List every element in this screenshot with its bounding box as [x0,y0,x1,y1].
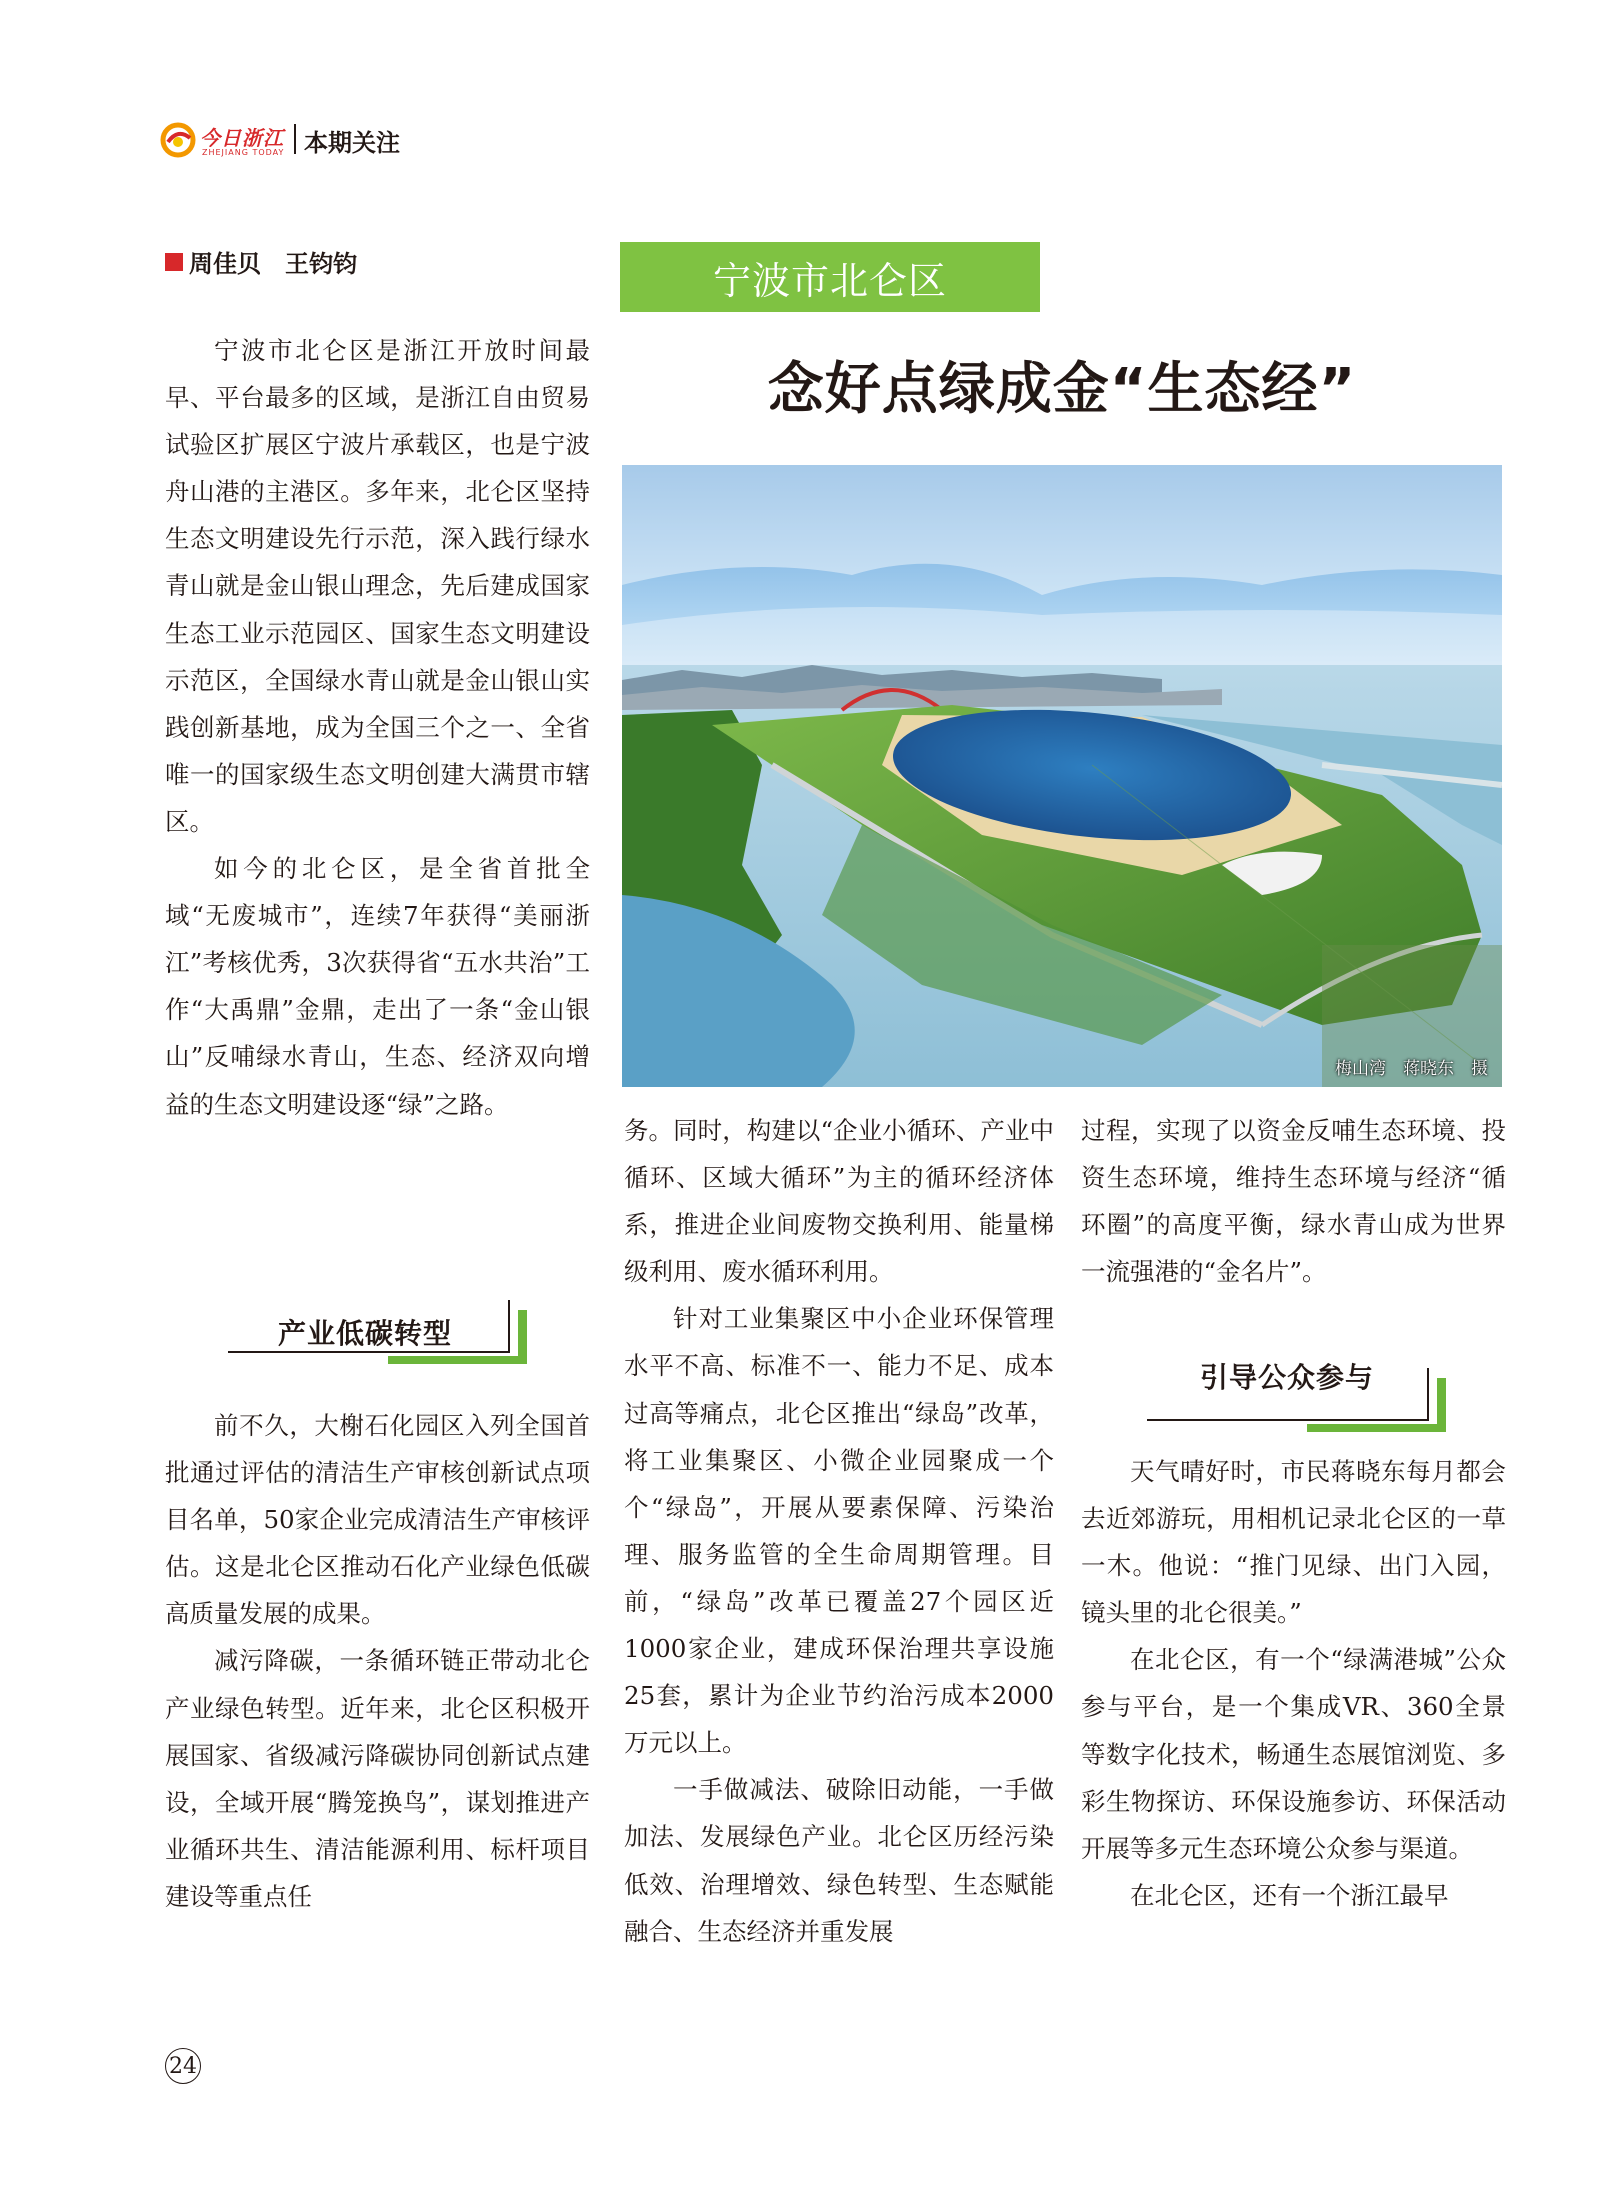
paragraph: 过程，实现了以资金反哺生态环境、投资生态环境，维持生态环境与经济“循环圈”的高度平衡，绿水青山成为世界一流强港的“金名片”。 [1081,1116,1506,1287]
logo-text: 今日浙江 [200,126,284,150]
region-banner: 宁波市北仑区 [620,242,1040,312]
paragraph: 如今的北仑区，是全省首批全域“无废城市”，连续7年获得“美丽浙江”考核优秀，3次获得省“五水共治”工作“大禹鼎”金鼎，走出了一条“金山银山”反哺绿水青山，生态、经济双向增益的生态文明建设逐“绿”之路。 [165,854,590,1119]
header-divider [294,124,296,154]
subheading-public-participation: 引导公众参与 [1200,1361,1375,1394]
subheading-underline [1147,1419,1429,1421]
magazine-logo [160,120,300,164]
article-photo [622,465,1502,1087]
byline [165,244,357,279]
subheading-industry-transformation: 产业低碳转型 [278,1317,453,1350]
paragraph: 天气晴好时，市民蒋晓东每月都会去近郊游玩，用相机记录北仑区的一草一木。他说：“推门见绿、出门入园，镜头里的北仑很美。” [1081,1457,1506,1628]
column-2-body [624,1107,1054,1955]
byline-authors: 周佳贝 王钧钧 [189,250,357,278]
column-3-intro [1081,1107,1506,1295]
subheading-accent-horizontal [388,1356,527,1364]
aerial-bay-illustration [622,465,1502,1087]
paragraph: 减污降碳，一条循环链正带动北仑产业绿色转型。近年来，北仑区积极开展国家、省级减污降碳协同创新试点建设，全域开展“腾笼换鸟”，谋划推进产业循环共生、清洁能源利用、标杆项目建设等重点任 [165,1646,590,1911]
paragraph: 务。同时，构建以“企业小循环、产业中循环、区域大循环”为主的循环经济体系，推进企业间废物交换利用、能量梯级利用、废水循环利用。 [624,1116,1054,1287]
section-label: 本期关注 [304,129,400,157]
column-3-body [1081,1448,1506,1919]
paragraph: 宁波市北仑区是浙江开放时间最早、平台最多的区域，是浙江自由贸易试验区扩展区宁波片承载区，也是宁波舟山港的主港区。多年来，北仑区坚持生态文明建设先行示范，深入践行绿水青山就是金山银山理念，先后建成国家生态工业示范园区、国家生态文明建设示范区，全国绿水青山就是金山银山实践创新基地，成为全国三个之一、全省唯一的国家级生态文明创建大满贯市辖区。 [165,336,590,836]
article-title: 念好点绿成金“生态经” [767,357,1357,422]
paragraph: 在北仑区，还有一个浙江最早 [1130,1880,1449,1910]
paragraph: 在北仑区，有一个“绿满港城”公众参与平台，是一个集成VR、360全景等数字化技术，畅通生态展馆浏览、多彩生物探访、环保设施参访、环保活动开展等多元生态环境公众参与渠道。 [1081,1645,1506,1863]
subheading-rule [1427,1368,1429,1421]
logo-subtext: ZHEJIANG TODAY [202,148,285,157]
byline-marker [165,253,183,271]
page-number: 24 [165,2048,201,2084]
paragraph: 针对工业集聚区中小企业环保管理水平不高、标准不一、能力不足、成本过高等痛点，北仑区推出“绿岛”改革，将工业集聚区、小微企业园聚成一个个“绿岛”，开展从要素保障、污染治理、服务监管的全生命周期管理。目前，“绿岛”改革已覆盖27个园区近1000家企业，建成环保治理共享设施25套，累计为企业节约治污成本2000万元以上。 [624,1304,1054,1758]
logo-swirl-icon [160,120,198,160]
column-1-intro [165,327,590,1128]
paragraph: 前不久，大榭石化园区入列全国首批通过评估的清洁生产审核创新试点项目名单，50家企业完成清洁生产审核评估。这是北仑区推动石化产业绿色低碳高质量发展的成果。 [165,1411,590,1629]
subheading-accent-horizontal [1307,1424,1446,1432]
subheading-rule [508,1300,510,1353]
photo-caption: 梅山湾 蒋晓东 摄 [1335,1059,1488,1079]
paragraph: 一手做减法、破除旧动能，一手做加法、发展绿色产业。北仑区历经污染低效、治理增效、绿色转型、生态赋能融合、生态经济并重发展 [624,1775,1054,1946]
column-1-body [165,1402,590,1920]
